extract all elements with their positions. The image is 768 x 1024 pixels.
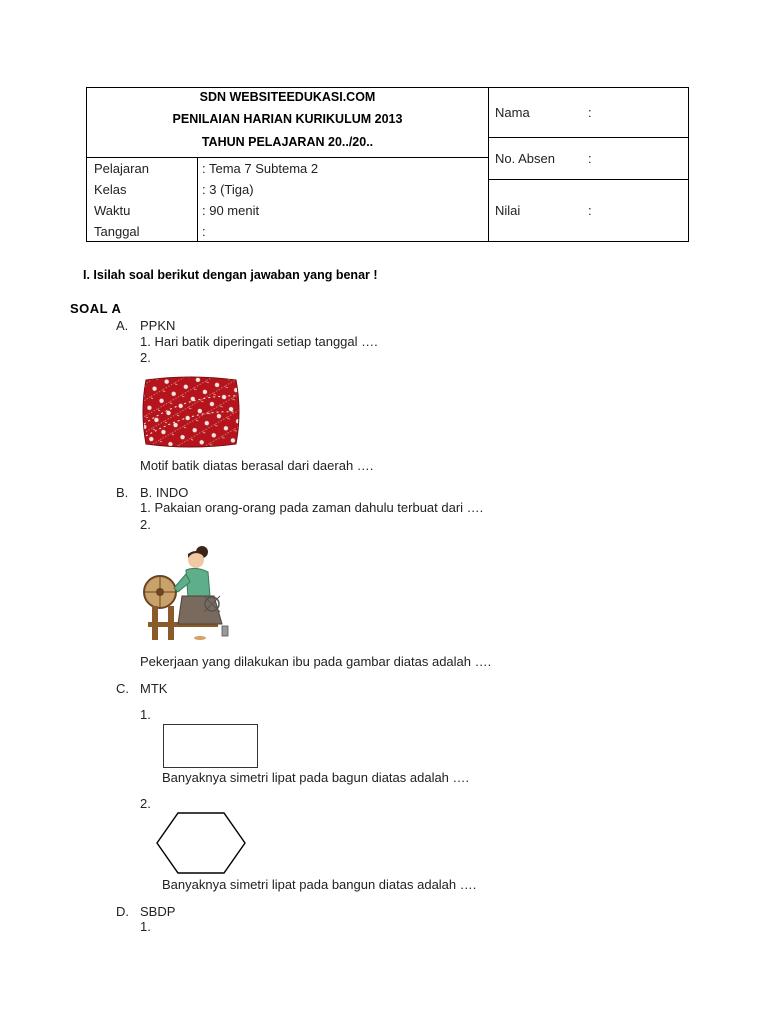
question-b1: 1. Pakaian orang-orang pada zaman dahulu terbuat dari …. (140, 500, 484, 515)
question-d1-number: 1. (140, 919, 151, 934)
no-absen-label: No. Absen (495, 151, 555, 166)
rectangle-shape (163, 724, 258, 768)
exam-title: PENILAIAN HARIAN KURIKULUM 2013 (172, 112, 403, 126)
school-year: TAHUN PELAJARAN 20../20.. (201, 135, 374, 149)
question-c2-text: Banyaknya simetri lipat pada bangun diatas adalah …. (162, 877, 477, 892)
info-label: Tanggal (94, 224, 140, 239)
info-value: : 3 (Tiga) (202, 182, 254, 197)
header-right-panel (488, 88, 688, 241)
right-divider (488, 137, 688, 138)
nilai-colon: : (588, 203, 592, 218)
section-d-title: SBDP (140, 904, 176, 919)
section-c-title: MTK (140, 681, 168, 696)
question-b2-number: 2. (140, 517, 151, 532)
section-b-title: B. INDO (140, 485, 189, 500)
question-c2-number: 2. (140, 796, 151, 811)
header-left-panel (87, 88, 489, 241)
nama-colon: : (588, 105, 592, 120)
right-divider (488, 179, 688, 180)
header-divider (87, 157, 488, 158)
info-value: : 90 menit (202, 203, 260, 218)
spinning-wheel-illustration (138, 540, 234, 646)
info-value: : (202, 224, 206, 239)
section-a-title: PPKN (140, 318, 176, 333)
question-a1: 1. Hari batik diperingati setiap tanggal …. (140, 334, 378, 349)
school-name: SDN WEBSITEEDUKASI.COM (199, 90, 376, 104)
section-d-letter: D. (116, 904, 129, 919)
header-table (86, 87, 689, 242)
nilai-label: Nilai (495, 203, 521, 218)
question-c1-number: 1. (140, 707, 151, 722)
batik-cloth-image (138, 374, 242, 450)
no-absen-colon: : (588, 151, 592, 166)
question-c1-text: Banyaknya simetri lipat pada bagun diatas adalah …. (162, 770, 470, 785)
info-value: : Tema 7 Subtema 2 (202, 161, 319, 176)
question-a2-text: Motif batik diatas berasal dari daerah …. (140, 458, 374, 473)
instruction-text: I. Isilah soal berikut dengan jawaban yang benar ! (83, 268, 378, 282)
section-b-letter: B. (116, 485, 129, 500)
info-label: Kelas (94, 182, 127, 197)
info-label: Pelajaran (94, 161, 149, 176)
info-label: Waktu (94, 203, 131, 218)
question-b2-text: Pekerjaan yang dilakukan ibu pada gambar diatas adalah …. (140, 654, 492, 669)
section-a-letter: A. (116, 318, 129, 333)
section-c-letter: C. (116, 681, 129, 696)
nama-label: Nama (495, 105, 530, 120)
hexagon-shape (156, 812, 246, 874)
soal-title: SOAL A (70, 301, 122, 316)
info-column-divider (197, 158, 198, 241)
question-a2-number: 2. (140, 350, 151, 365)
